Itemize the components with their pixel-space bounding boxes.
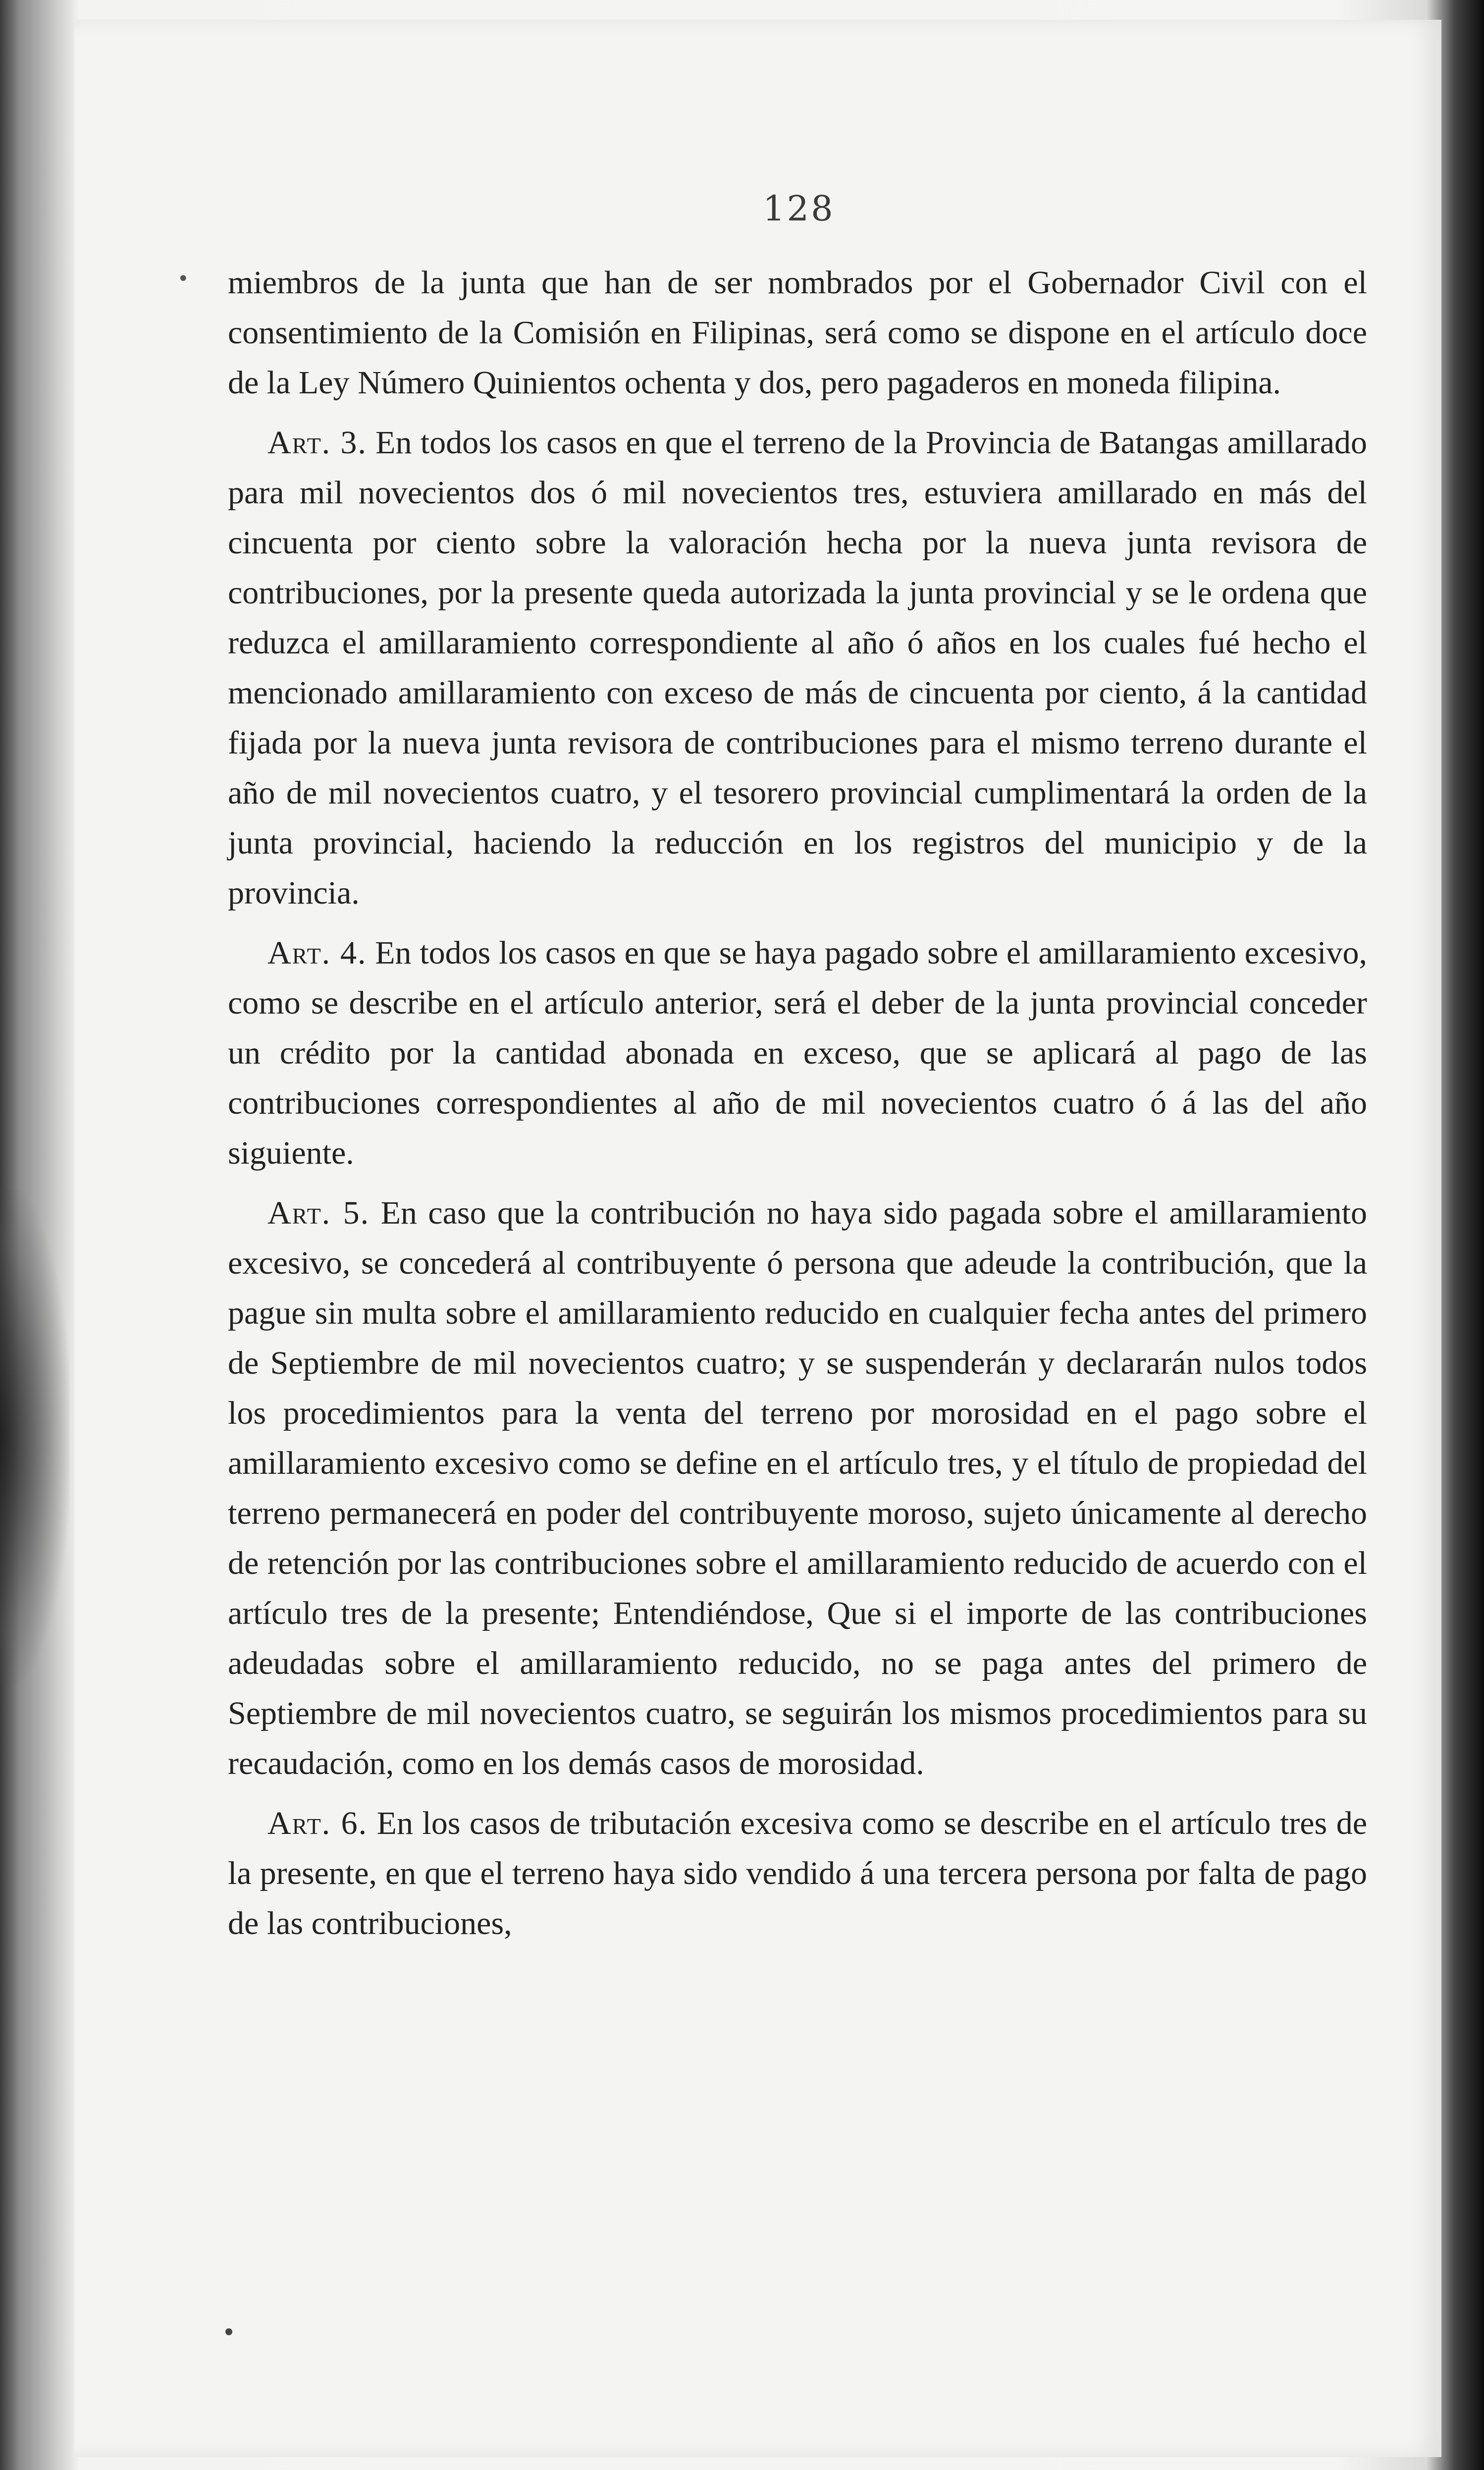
paragraph-text: miembros de la junta que han de ser nombrados por el Gobernador Civil con el consentimiento de la Comisión en Filipinas, será como se dispone en el artículo doce de la Ley Número Quinientos ochenta y dos, pero pagaderos en moneda filipina. [228,265,1367,401]
paragraph-text: En todos los casos en que el terreno de la Provincia de Batangas amillarado para mil novecientos dos ó mil novecientos tres, estuviera amillarado en más del cincuenta por ciento sobre la valoración hecha por la nueva junta revisora de contribuciones, por la presente queda autorizada la junta provincial y se le ordena que reduzca el amillaramiento correspondiente al año ó años en los cuales fué hecho el mencionado amillaramiento con exceso de más de cincuenta por ciento, á la cantidad fijada por la nueva junta revisora de contribuciones para el mismo terreno durante el año de mil novecientos cuatro, y el tesorero provincial cumplimentará la orden de la junta provincial, haciendo la reducción en los registros del municipio y de la provincia. [228,425,1368,911]
ink-dot [225,2328,232,2335]
article-label: Art. 5. [267,1195,370,1231]
paragraph-text: En caso que la contribución no haya sido pagada sobre el amillaramiento excesivo, se concederá al contribuyente ó persona que adeude la contribución, que la pague sin multa sobre el amillaramiento reducido en cualquier fecha antes del primero de Septiembre de mil novecientos cuatro; y se suspenderán y declararán nulos todos los procedimientos para la venta del terreno por morosidad en el pago sobre el amillaramiento excesivo como se define en el artículo tres, y el título de propiedad del terreno permanecerá en poder del contribuyente moroso, sujeto únicamente al derecho de retención por las contribuciones sobre el amillaramiento reducido de acuerdo con el artículo tres de la presente; Entendiéndose, Que si el importe de las contribuciones adeudadas sobre el amillaramiento reducido, no se paga antes del primero de Septiembre de mil novecientos cuatro, se seguirán los mismos procedimientos para su recaudación, como en los demás casos de morosidad. [228,1195,1368,1781]
margin-mark: • [177,268,189,290]
page-number: 128 [763,188,835,229]
thumb-shadow [0,1189,69,1684]
book-spine [1454,0,1484,2470]
paragraph-text: En todos los casos en que se haya pagado sobre el amillaramiento excesivo, como se describe en el artículo anterior, será el deber de la junta provincial conceder un crédito por la cantidad abonada en exceso, que se aplicará al pago de las contribuciones correspondientes al año de mil novecientos cuatro ó á las del año siguiente. [228,935,1368,1171]
paragraph-text: En los casos de tributación excesiva como se describe en el artículo tres de la presente, en que el terreno haya sido vendido á una tercera persona por falta de pago de las contribuciones, [228,1805,1367,1941]
article-label: Art. 6. [267,1805,368,1841]
article-5 [228,1188,1367,1788]
article-4 [228,928,1367,1178]
paragraph-continuation [228,258,1367,408]
article-label: Art. 3. [267,425,367,461]
article-3 [228,418,1367,918]
article-label: Art. 4. [267,935,367,971]
body-text [228,258,1367,1958]
article-6 [228,1798,1367,1948]
